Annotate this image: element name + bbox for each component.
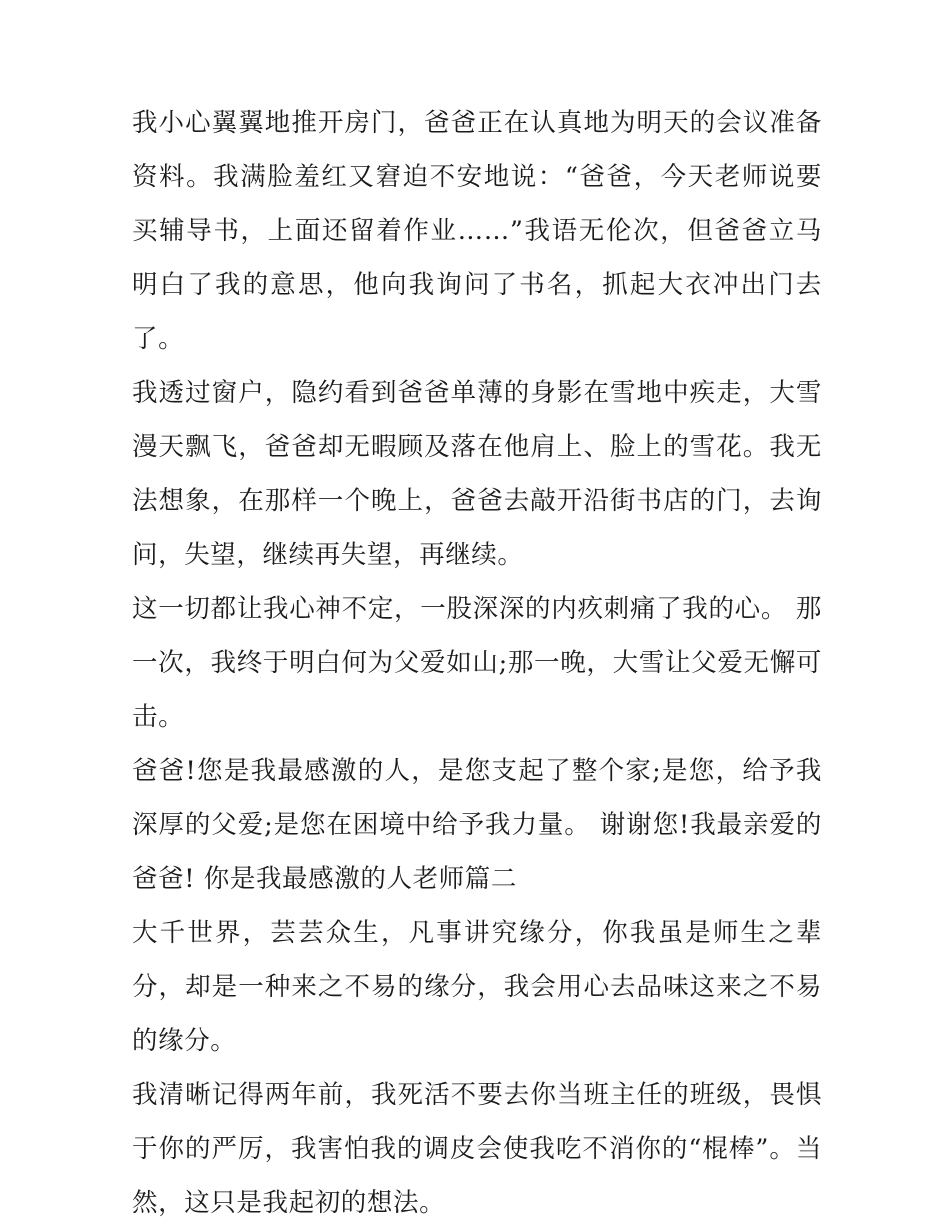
paragraph: 我小心翼翼地推开房门，爸爸正在认真地为明天的会议准备资料。我满脸羞红又窘迫不安地说：“爸爸，今天老师说要买辅导书，上面还留着作业……”我语无伦次，但爸爸立马明白了我的意思，他向我询问了书名，抓起大衣冲出门去了。	[132, 108, 822, 354]
paragraph: 我透过窗户，隐约看到爸爸单薄的身影在雪地中疾走，大雪漫天飘飞，爸爸却无暇顾及落在他肩上、脸上的雪花。我无法想象，在那样一个晚上，爸爸去敲开沿街书店的门，去询问，失望，继续再失望，再继续。	[132, 378, 822, 570]
paragraph: 大千世界，芸芸众生，凡事讲究缘分，你我虽是师生之辈分，却是一种来之不易的缘分，我会用心去品味这来之不易的缘分。	[132, 918, 822, 1056]
paragraph: 这一切都让我心神不定，一股深深的内疚刺痛了我的心。 那一次，我终于明白何为父爱如山;那一晚，大雪让父爱无懈可击。	[132, 594, 822, 732]
paragraph: 我清晰记得两年前，我死活不要去你当班主任的班级，畏惧于你的严厉，我害怕我的调皮会使我吃不消你的“棍棒”。当然，这只是我起初的想法。	[132, 1080, 822, 1218]
paragraph: 爸爸!您是我最感激的人，是您支起了整个家;是您，给予我深厚的父爱;是您在困境中给予我力量。 谢谢您!我最亲爱的爸爸! 你是我最感激的人老师篇二	[132, 756, 822, 894]
document-body	[132, 96, 822, 1230]
